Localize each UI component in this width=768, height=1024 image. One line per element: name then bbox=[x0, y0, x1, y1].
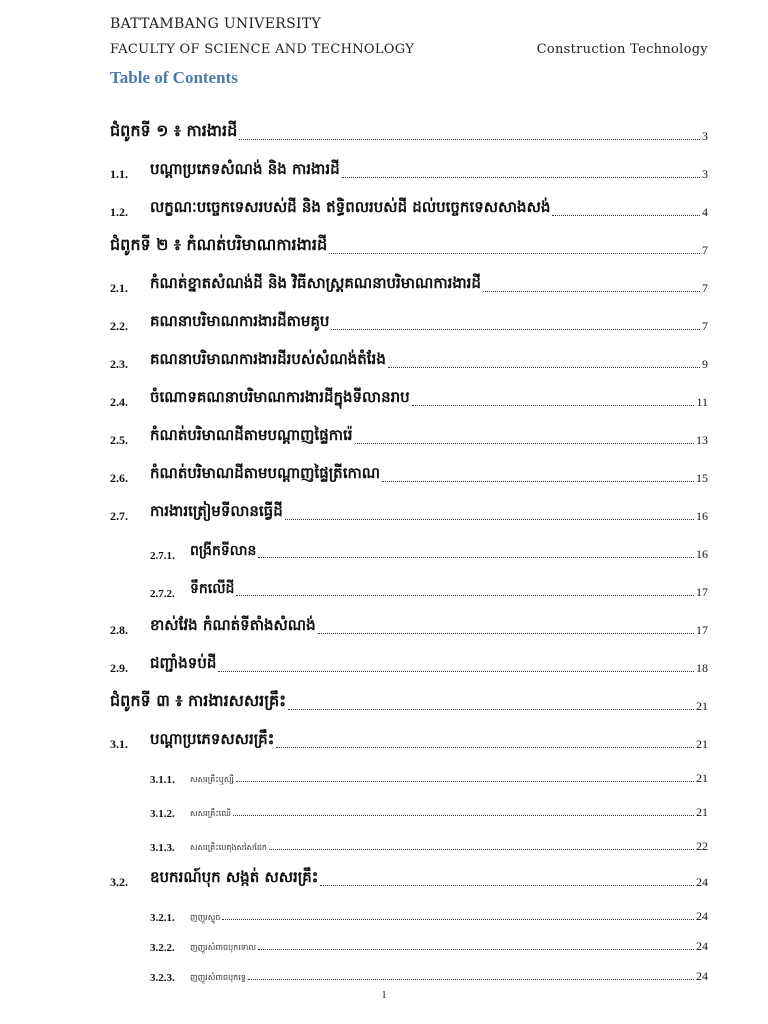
toc-entry-page: 21 bbox=[696, 699, 708, 713]
toc-entry[interactable] bbox=[110, 960, 708, 984]
toc-dot-leader bbox=[236, 594, 694, 596]
toc-entry-title: លក្ខណៈបច្ចេកទេសរបស់ដី និង ឥទ្ធិពលរបស់ដី ដល់បច្ចេកទេសសាងសង់ bbox=[150, 198, 551, 216]
toc-entry-number: 2.8. bbox=[110, 623, 128, 637]
toc-dot-leader bbox=[269, 848, 694, 850]
toc-entry[interactable] bbox=[110, 866, 708, 890]
toc-entry-page: 4 bbox=[702, 205, 708, 219]
toc-entry[interactable] bbox=[110, 386, 708, 410]
toc-entry-number: 2.2. bbox=[110, 319, 128, 333]
toc-entry-page: 11 bbox=[696, 395, 708, 409]
toc-entry-number: 3.1.1. bbox=[150, 774, 175, 786]
toc-entry[interactable] bbox=[110, 652, 708, 676]
toc-entry-title: ចំណោទគណនាបរិមាណការងារដីក្នុងទីលានរាប bbox=[150, 388, 410, 406]
toc-entry-title: កំណត់ខ្នាតសំណង់ដី និង វិធីសាស្រ្តគណនាបរិមាណការងារដី bbox=[150, 274, 481, 292]
toc-entry-page: 9 bbox=[702, 357, 708, 371]
department-name: Construction Technology bbox=[536, 42, 708, 57]
toc-entry-number: 2.6. bbox=[110, 471, 128, 485]
toc-dot-leader bbox=[382, 480, 694, 482]
toc-entry-number: 3.2. bbox=[110, 875, 128, 889]
page-number: 1 bbox=[381, 990, 387, 1001]
toc-entry-title: ឧបករណ៍បុក សង្កត់ សសរគ្រឹះ bbox=[150, 868, 319, 886]
toc-dot-leader bbox=[233, 814, 694, 816]
toc-entry[interactable] bbox=[110, 900, 708, 924]
toc-entry-title: សសរគ្រឹះបេតុងសសៃដែក bbox=[190, 843, 267, 852]
toc-dot-leader bbox=[355, 442, 694, 444]
toc-entry[interactable] bbox=[110, 690, 708, 714]
toc-entry-page: 21 bbox=[696, 737, 708, 751]
toc-entry[interactable] bbox=[110, 576, 708, 600]
toc-dot-leader bbox=[318, 632, 694, 634]
toc-entry[interactable] bbox=[110, 762, 708, 786]
toc-entry-page: 24 bbox=[696, 969, 708, 983]
toc-entry-page: 17 bbox=[696, 585, 708, 599]
toc-entry[interactable] bbox=[110, 728, 708, 752]
toc-entry-number: 3.1. bbox=[110, 737, 128, 751]
toc-entry-title: ខាស់វែង កំណត់ទីតាំងសំណង់ bbox=[150, 616, 316, 634]
toc-entry-page: 21 bbox=[696, 771, 708, 785]
toc-dot-leader bbox=[342, 176, 700, 178]
toc-entry-page: 18 bbox=[696, 661, 708, 675]
toc-entry-title: ពង្រីកទីលាន bbox=[190, 543, 257, 559]
toc-entry-number: 2.5. bbox=[110, 433, 128, 447]
toc-heading: Table of Contents bbox=[110, 68, 238, 87]
toc-entry-title: ញញួរស្ទូច bbox=[190, 913, 221, 922]
toc-entry-page: 16 bbox=[696, 509, 708, 523]
toc-entry[interactable] bbox=[110, 424, 708, 448]
toc-entry[interactable] bbox=[110, 538, 708, 562]
toc-dot-leader bbox=[412, 404, 695, 406]
toc-entry-number: 3.1.2. bbox=[150, 808, 175, 820]
toc-dot-leader bbox=[552, 214, 700, 216]
toc-entry[interactable] bbox=[110, 120, 708, 144]
toc-entry[interactable] bbox=[110, 796, 708, 820]
toc-entry[interactable] bbox=[110, 614, 708, 638]
toc-entry-page: 17 bbox=[696, 623, 708, 637]
toc-dot-leader bbox=[388, 366, 700, 368]
toc-entry[interactable] bbox=[110, 234, 708, 258]
toc-entry-title: បណ្តាប្រភេទសសរគ្រឹះ bbox=[150, 730, 275, 748]
toc-entry-number: 1.1. bbox=[110, 167, 128, 181]
toc-entry-number: 3.2.2. bbox=[150, 942, 175, 954]
toc-dot-leader bbox=[331, 328, 700, 330]
toc-entry-page: 7 bbox=[702, 319, 708, 333]
toc-entry[interactable] bbox=[110, 348, 708, 372]
toc-dot-leader bbox=[276, 746, 694, 748]
toc-entry-number: 3.2.3. bbox=[150, 972, 175, 984]
toc-entry-page: 7 bbox=[702, 243, 708, 257]
toc-entry[interactable] bbox=[110, 158, 708, 182]
toc-entry-number: 3.2.1. bbox=[150, 912, 175, 924]
toc-entry-number: 2.7.1. bbox=[150, 550, 175, 562]
toc-entry[interactable] bbox=[110, 462, 708, 486]
toc-entry-number: 2.3. bbox=[110, 357, 128, 371]
toc-entry-number: 2.1. bbox=[110, 281, 128, 295]
toc-dot-leader bbox=[320, 884, 694, 886]
toc-dot-leader bbox=[258, 556, 694, 558]
toc-entry-title: ញញួរសំពាធបុកទ្វេ bbox=[190, 973, 246, 982]
toc-dot-leader bbox=[329, 252, 700, 254]
toc-entry-page: 24 bbox=[696, 909, 708, 923]
toc-dot-leader bbox=[222, 918, 694, 920]
toc-entry-page: 3 bbox=[702, 167, 708, 181]
toc-entry-page: 24 bbox=[696, 875, 708, 889]
toc-entry-page: 7 bbox=[702, 281, 708, 295]
toc-dot-leader bbox=[218, 670, 694, 672]
toc-entry-title: សសរគ្រឹះឈើ bbox=[190, 809, 232, 818]
toc-entry-title: ទឹកលើដី bbox=[190, 581, 235, 597]
toc-entry-page: 13 bbox=[696, 433, 708, 447]
toc-entry[interactable] bbox=[110, 272, 708, 296]
toc-entry[interactable] bbox=[110, 310, 708, 334]
toc-dot-leader bbox=[248, 978, 694, 980]
toc-entry-title: ញញួរសំពាធបុកទោល bbox=[190, 943, 257, 952]
toc-entry-page: 24 bbox=[696, 939, 708, 953]
toc-dot-leader bbox=[285, 518, 694, 520]
toc-entry[interactable] bbox=[110, 500, 708, 524]
toc-entry-number: 2.7.2. bbox=[150, 588, 175, 600]
toc-entry-title: ជញ្ជាំងទប់ដី bbox=[150, 654, 217, 672]
toc-entry-title: កំណត់បរិមាណដីតាមបណ្តាញផ្ទៃការ៉េ bbox=[150, 426, 353, 444]
faculty-name: FACULTY OF SCIENCE AND TECHNOLOGY bbox=[110, 42, 415, 57]
toc-entry-title: គណនាបរិមាណការងារដីតាមគូប bbox=[150, 312, 330, 330]
toc-entry[interactable] bbox=[110, 196, 708, 220]
toc-entry-title: ជំពូកទី ១ ៖ ការងារដី bbox=[110, 121, 238, 140]
toc-entry-number: 1.2. bbox=[110, 205, 128, 219]
university-name: BATTAMBANG UNIVERSITY bbox=[110, 16, 321, 32]
toc-entry-title: បណ្តាប្រភេទសំណង់ និង ការងារដី bbox=[150, 160, 340, 178]
toc-entry-page: 16 bbox=[696, 547, 708, 561]
toc-entry[interactable] bbox=[110, 930, 708, 954]
toc-entry-page: 15 bbox=[696, 471, 708, 485]
toc-dot-leader bbox=[236, 780, 694, 782]
toc-entry-number: 2.4. bbox=[110, 395, 128, 409]
toc-entry-title: ជំពូកទី ២ ៖ កំណត់បរិមាណការងារដី bbox=[110, 235, 328, 254]
toc-entry-title: ជំពូកទី ៣ ៖ ការងារសសរគ្រឹះ bbox=[110, 691, 287, 710]
toc-entry-title: សសរគ្រឹះឬស្សី bbox=[190, 775, 234, 784]
toc-entry-page: 21 bbox=[696, 805, 708, 819]
toc-entry-page: 22 bbox=[696, 839, 708, 853]
toc-entry-title: កំណត់បរិមាណដីតាមបណ្តាញផ្ទៃត្រីកោណ bbox=[150, 464, 381, 482]
toc-entry[interactable] bbox=[110, 830, 708, 854]
toc-entry-number: 2.7. bbox=[110, 509, 128, 523]
toc-entry-title: ការងារត្រៀមទីលានធ្វើដី bbox=[150, 502, 283, 520]
toc-entry-title: គណនាបរិមាណការងារដីរបស់សំណង់តំរែង bbox=[150, 350, 386, 368]
toc-dot-leader bbox=[483, 290, 700, 292]
toc-entry-number: 3.1.3. bbox=[150, 842, 175, 854]
toc-dot-leader bbox=[239, 138, 700, 140]
toc-dot-leader bbox=[288, 708, 694, 710]
toc-dot-leader bbox=[258, 948, 694, 950]
toc-entry-number: 2.9. bbox=[110, 661, 128, 675]
toc-entry-page: 3 bbox=[702, 129, 708, 143]
